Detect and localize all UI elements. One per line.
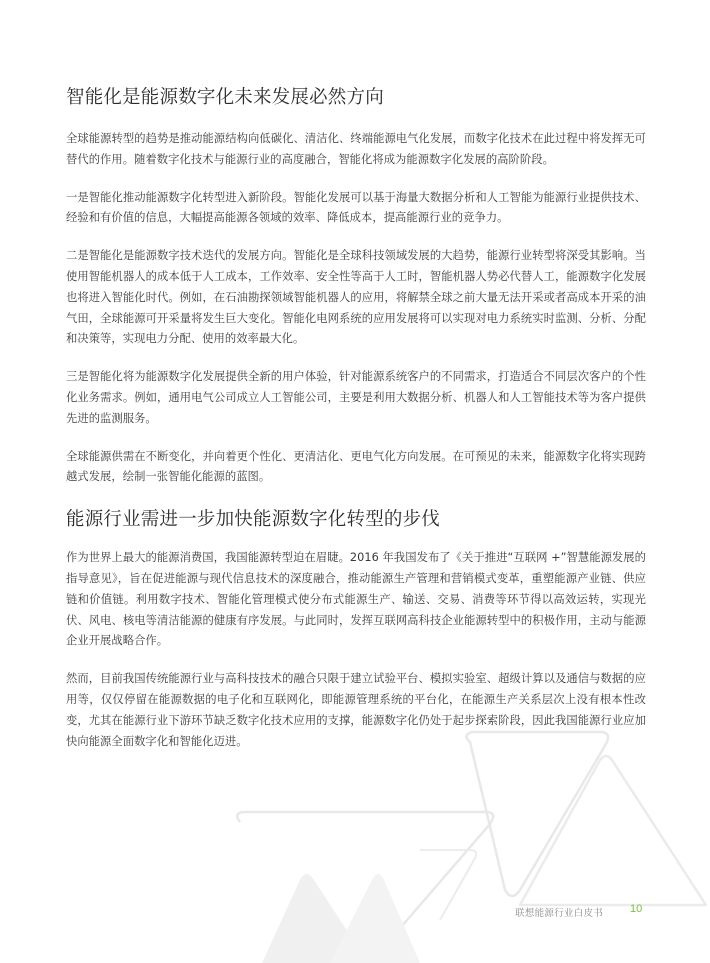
paragraph: 三是智能化将为能源数字化发展提供全新的用户体验，针对能源系统客户的不同需求，打造适合不同层次客户的个性化业务需求。例如，通用电气公司成立人工智能公司，主要是利用大数据分析、机器人和人工智能技术等为客户提供先进的监测服务。 (66, 370, 646, 425)
paragraph: 二是智能化是能源数字技术迭代的发展方向。智能化是全球科技领域发展的大趋势，能源行业转型将深受其影响。当使用智能机器人的成本低于人工成本，工作效率、安全性等高于人工时，智能机器人势必代替人工，能源数字化发展也将进入智能化时代。例如，在石油勘探领域智能机器人的应用，将解禁全球之前大量无法开采或者高成本开采的油气田，全球能源可开采量将发生巨大变化。智能化电网系统的应用发展将可以实现对电力系统实时监测、分析、分配和决策等，实现电力分配、使用的效率最大化。 (66, 249, 646, 346)
paragraph: 然而，目前我国传统能源行业与高科技技术的融合只限于建立试验平台、模拟实验室、超级计算以及通信与数据的应用等，仅仅停留在能源数据的电子化和互联网化，即能源管理系统的平台化，在能源生产关系层次上没有根本性改变，尤其在能源行业下游环节缺乏数字化技术应用的支撑，能源数字化仍处于起步探索阶段，因此我国能源行业应加快向能源全面数字化和智能化迈进。 (66, 672, 646, 748)
main-content (66, 86, 646, 769)
section-digital-transformation (66, 508, 646, 752)
decor-triangle-middle (237, 812, 493, 963)
section-intelligence (66, 86, 646, 488)
section-title: 能源行业需进一步加快能源数字化转型的步伐 (66, 509, 441, 531)
page-number: 10 (630, 903, 643, 915)
footer-publication-title: 联想能源行业白皮书 (515, 908, 604, 919)
section-title: 智能化是能源数字化未来发展必然方向 (66, 87, 384, 108)
decor-triangle-small (420, 850, 476, 920)
decor-triangle-filled-2 (330, 874, 420, 963)
paragraph: 全球能源供需在不断变化，并向着更个性化、更清洁化、更电气化方向发展。在可预见的未来，能源数字化将实现跨越式发展，绘制一张智能化能源的蓝图。 (66, 449, 646, 484)
paragraph: 作为世界上最大的能源消费国，我国能源转型迫在眉睫。2016 年我国发布了《关于推进“互联网 +”智慧能源发展的指导意见》，旨在促进能源与现代信息技术的深度融合，推动能源生产管理和营销模式变革，重塑能源产业链、供应链和价值链。利用数字技术、智能化管理模式使分布式能源生产、输送、交易、消费等环节得以高效运转，实现光伏、风电、核电等清洁能源的健康有序发展。与此同时，发挥互联网高科技企业能源转型中的积极作用，主动与能源企业开展战略合作。 (66, 551, 646, 648)
paragraph: 全球能源转型的趋势是推动能源结构向低碳化、清洁化、终端能源电气化发展，而数字化技术在此过程中将发挥无可替代的作用。随着数字化技术与能源行业的高度融合，智能化将成为能源数字化发展的高阶阶段。 (66, 132, 646, 166)
decor-triangle-filled (262, 874, 368, 963)
paragraph: 一是智能化推动能源数字化转型进入新阶段。智能化发展可以基于海量大数据分析和人工智能为能源行业提供技术、经验和有价值的信息，大幅提高能源各领域的效率、降低成本，提高能源行业的竞争力。 (66, 190, 646, 225)
decor-triangle-right (520, 756, 706, 905)
